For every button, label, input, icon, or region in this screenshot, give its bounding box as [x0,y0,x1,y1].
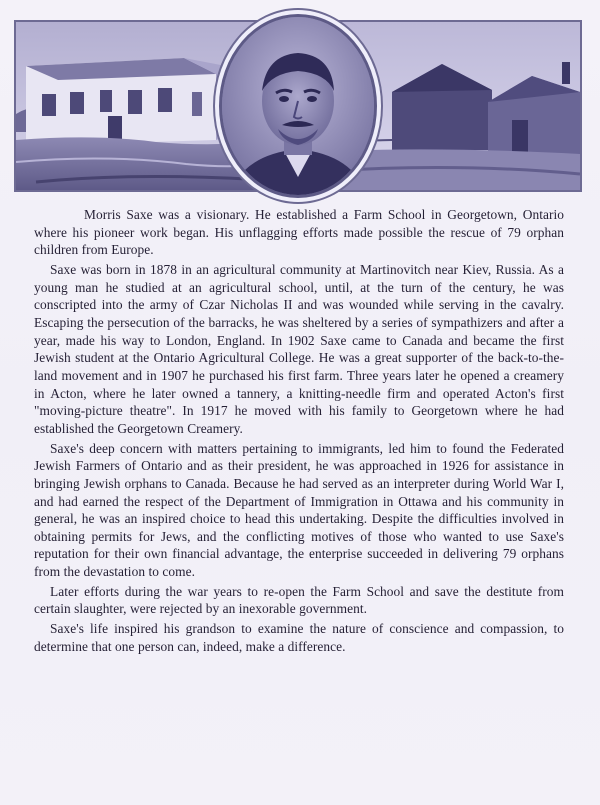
paragraph-later-efforts: Later efforts during the war years to re-open the Farm School and save the destitute from certain slaughter, were rejected by an inexorable government. [34,583,564,617]
biography-text [34,206,564,657]
paragraph-orphans-rescue: Saxe's deep concern with matters pertaining to immigrants, led him to found the Federated Jewish Farmers of Ontario and as their president, he was approached in 1926 for assistance in bringing Jewish orphans to Canada. Because he had served as an interpreter during World War I, and had earned the respect of the Department of Immigration in Ottawa and his community in general, he was an inspired choice to head this undertaking. Despite the difficulties involved in obtaining permits for Jews, and the conflicting motives of those who wanted to use Saxe's reputation for their own financial advantage, the enterprise succeeded in delivering 79 orphans from the devastation to come. [34,440,564,580]
paragraph-intro: Morris Saxe was a visionary. He established a Farm School in Georgetown, Ontario where his pioneer work began. His unflagging efforts made possible the rescue of 79 orphan children from Europe. [34,207,564,258]
morris-saxe-portrait [219,14,377,198]
paragraph-legacy: Saxe's life inspired his grandson to examine the nature of conscience and compassion, to determine that one person can, indeed, make a difference. [34,621,564,654]
paragraph-early-life: Saxe was born in 1878 in an agricultural community at Martinovitch near Kiev, Russia. As a young man he studied at an agricultural school, until, at the turn of the century, he was conscripted into the army of Czar Nicholas II and was wounded while serving in the cavalry. Escaping the persecution of the barracks, he was sheltered by a series of sympathizers and after a year, made his way to London, England. In 1902 Saxe came to Canada and became the first Jewish student at the Ontario Agricultural College. He was a great supporter of the back-to-the-land movement and in 1907 he purchased his first farm. Three years later he opened a creamery in Acton, where he later owned a tannery, a knitting-needle firm and operated Acton's first "moving-picture theatre". In 1917 he moved with his family to Georgetown where he had established the Georgetown Creamery. [34,261,564,436]
photo-banner [14,14,580,194]
